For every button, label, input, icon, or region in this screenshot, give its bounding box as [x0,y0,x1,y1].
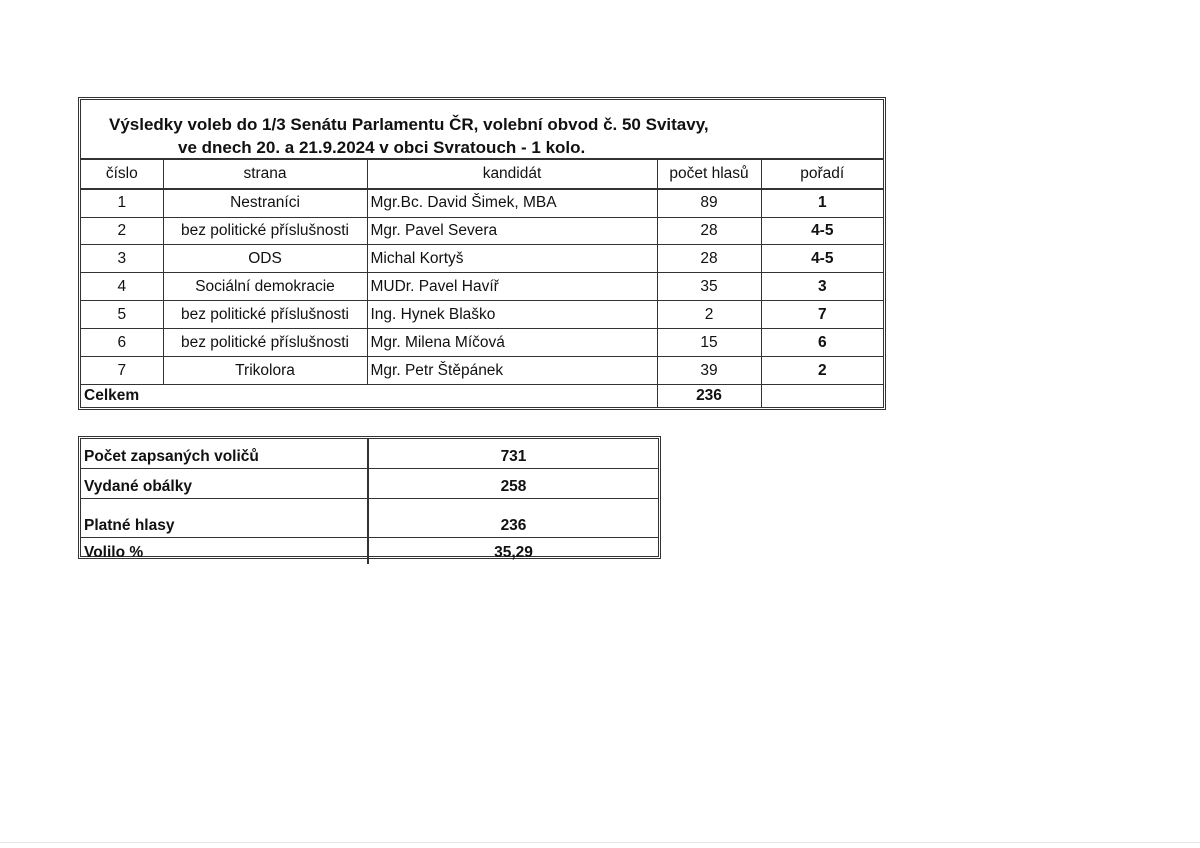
cell-votes: 39 [657,356,761,384]
cell-party: bez politické příslušnosti [163,329,367,357]
issued-envelopes-label: Vydané obálky [81,469,368,499]
cell-party: bez politické příslušnosti [163,301,367,329]
cell-rank: 1 [761,189,883,217]
cell-number: 4 [81,273,163,301]
summary-table [81,439,658,564]
registered-voters-value: 731 [368,439,658,469]
cell-candidate: Mgr.Bc. David Šimek, MBA [367,189,657,217]
total-votes: 236 [657,384,761,407]
issued-envelopes-value: 258 [368,469,658,499]
table-row [81,301,883,329]
header-party: strana [163,159,367,188]
table-title [81,100,883,159]
cell-votes: 35 [657,273,761,301]
table-row [81,189,883,217]
summary-row-turnout [81,538,658,565]
total-row [81,384,883,407]
cell-candidate: Michal Kortyš [367,245,657,273]
cell-party: ODS [163,245,367,273]
cell-number: 1 [81,189,163,217]
cell-party: Trikolora [163,356,367,384]
turnout-value: 35,29 [494,544,533,561]
valid-votes-label: Platné hlasy [81,499,368,538]
cell-candidate: MUDr. Pavel Havíř [367,273,657,301]
cell-party: Sociální demokracie [163,273,367,301]
header-candidate: kandidát [367,159,657,188]
cell-rank: 4-5 [761,217,883,245]
cell-number: 3 [81,245,163,273]
header-votes: počet hlasů [657,159,761,188]
cell-number: 7 [81,356,163,384]
cell-rank: 2 [761,356,883,384]
turnout-label: Volilo % [81,538,368,565]
header-rank: pořadí [761,159,883,188]
total-rank-empty [761,384,883,407]
cell-rank: 4-5 [761,245,883,273]
header-number: číslo [81,159,163,188]
cell-votes: 28 [657,245,761,273]
cell-votes: 28 [657,217,761,245]
title-line-2: ve dnech 20. a 21.9.2024 v obci Svratouch - 1 kolo. [178,138,586,157]
cell-candidate: Mgr. Petr Štěpánek [367,356,657,384]
cell-candidate: Mgr. Pavel Severa [367,217,657,245]
cell-rank: 6 [761,329,883,357]
total-label: Celkem [81,384,657,407]
cell-number: 2 [81,217,163,245]
cell-number: 5 [81,301,163,329]
valid-votes-value: 236 [368,499,658,538]
results-table [81,100,883,407]
cell-candidate: Ing. Hynek Blaško [367,301,657,329]
summary-row-valid [81,499,658,538]
cell-number: 6 [81,329,163,357]
cell-votes: 15 [657,329,761,357]
cell-votes: 2 [657,301,761,329]
summary-row-registered [81,439,658,469]
summary-table-frame [78,436,661,559]
header-row [81,159,883,188]
table-row [81,329,883,357]
cell-rank: 7 [761,301,883,329]
cell-party: Nestraníci [163,189,367,217]
table-row [81,273,883,301]
summary-row-envelopes [81,469,658,499]
table-row [81,217,883,245]
cell-votes: 89 [657,189,761,217]
cell-candidate: Mgr. Milena Míčová [367,329,657,357]
table-row [81,356,883,384]
title-line-1: Výsledky voleb do 1/3 Senátu Parlamentu ČR, volební obvod č. 50 Svitavy, [109,115,709,134]
registered-voters-label: Počet zapsaných voličů [81,439,368,469]
results-table-frame [78,97,886,410]
table-row [81,245,883,273]
cell-party: bez politické příslušnosti [163,217,367,245]
scan-bottom-edge [0,842,1200,843]
cell-rank: 3 [761,273,883,301]
